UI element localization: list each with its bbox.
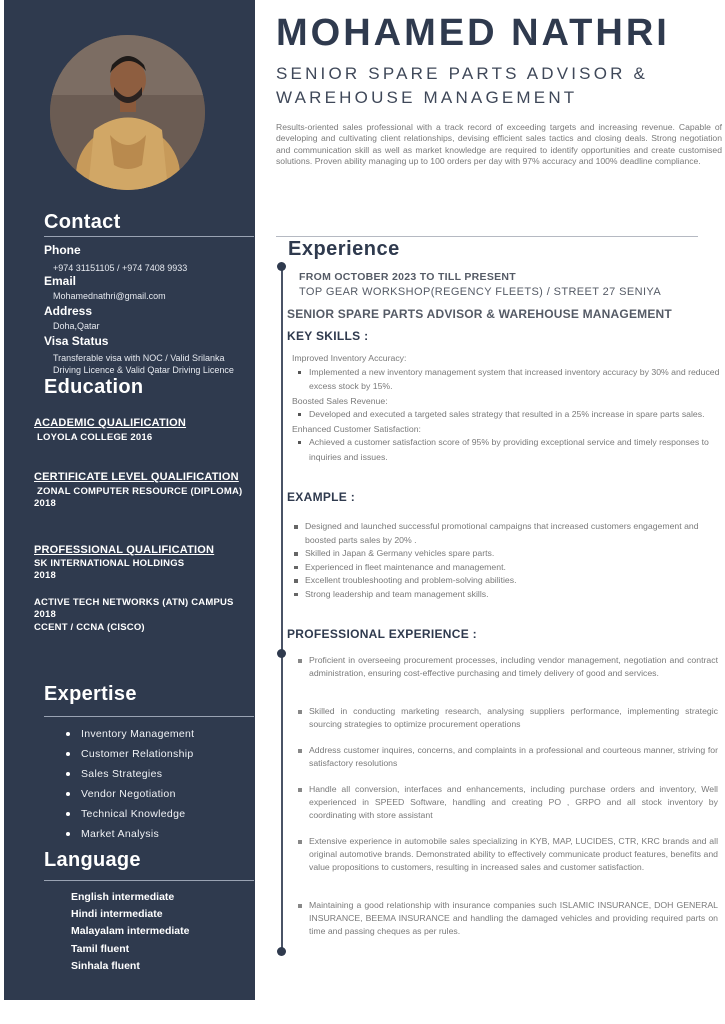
example-heading: EXAMPLE : xyxy=(287,490,356,504)
example-item: Excellent troubleshooting and problem-solving abilities. xyxy=(293,574,713,588)
language-item: English intermediate xyxy=(71,891,175,903)
expertise-item: Inventory Management xyxy=(64,724,194,744)
language-heading: Language xyxy=(44,849,141,871)
language-divider xyxy=(44,880,254,881)
skill-bullet: Developed and executed a targeted sales strategy that resulted in a 25% increase in spare parts sales. xyxy=(292,407,724,422)
email-label: Email xyxy=(44,274,77,288)
employment-period: FROM OCTOBER 2023 TO TILL PRESENT xyxy=(299,271,517,283)
edu-line: SK INTERNATIONAL HOLDINGS xyxy=(34,558,185,569)
example-list xyxy=(293,520,713,602)
timeline-dot xyxy=(277,262,286,271)
contact-heading: Contact xyxy=(44,211,121,233)
profile-photo-image xyxy=(50,35,205,190)
profile-summary: Results-oriented sales professional with a track record of exceeding targets and increasing revenue. Capable of developing and cultivating client relationships, devising efficient sales tactics and closing deals. Strong negotiation and communication skill as well as market knowledge are required to identify opportunities and create customised solutions. Proven ability managing up to 100 orders per day with 97% accuracy and 100% deadline compliance. xyxy=(276,122,722,166)
email-value: Mohamednathri@gmail.com xyxy=(53,291,166,301)
visa-line-2: Driving Licence & Valid Qatar Driving Licence xyxy=(53,365,234,375)
skill-category: Enhanced Customer Satisfaction: xyxy=(292,423,421,434)
expertise-item: Customer Relationship xyxy=(64,744,194,764)
language-item: Malayalam intermediate xyxy=(71,925,190,938)
skill-bullet: Implemented a new inventory management system that increased inventory accuracy by 30% and reduced excess stock by 15%. xyxy=(292,365,724,394)
expertise-list xyxy=(64,724,194,844)
example-item: Experienced in fleet maintenance and management. xyxy=(293,561,713,575)
pro-item: Maintaining a good relationship with insurance companies such ISLAMIC INSURANCE, DOH GENERAL INSURANCE, BEEMA INSURANCE and handling the damaged vehicles and providing required parts on time and passing cheques as per rules. xyxy=(297,899,718,938)
visa-label: Visa Status xyxy=(44,334,109,348)
company-name: TOP GEAR WORKSHOP(REGENCY FLEETS) / STREET 27 SENIYA xyxy=(299,286,662,298)
expertise-divider xyxy=(44,716,254,717)
language-item: Hindi intermediate xyxy=(71,908,163,921)
visa-line-1: Transferable visa with NOC / Valid Srilanka xyxy=(53,353,225,363)
key-skills-block xyxy=(292,353,724,466)
sidebar xyxy=(4,0,255,1000)
timeline-dot xyxy=(277,649,286,658)
example-item: Designed and launched successful promotional campaigns that increased customers engagement and boosted parts sales by 20% . xyxy=(293,520,713,547)
language-item: Tamil fluent xyxy=(71,942,130,955)
address-label: Address xyxy=(44,304,93,318)
education-heading: Education xyxy=(44,376,144,398)
edu-line: 2018 xyxy=(34,570,56,581)
expertise-heading: Expertise xyxy=(44,683,137,705)
candidate-name: MOHAMED NATHRI xyxy=(276,12,670,54)
pro-item: Address customer inquires, concerns, and complaints in a professional and courteous manner, striving for satisfactory resolutions xyxy=(297,744,718,770)
edu-line: 2018 xyxy=(34,609,56,620)
language-list xyxy=(71,889,189,975)
edu-line: LOYOLA COLLEGE 2016 xyxy=(37,432,153,443)
expertise-item: Technical Knowledge xyxy=(64,804,194,824)
pro-item: Extensive experience in automobile sales specializing in KYB, MAP, LUCIDES, CTR, KRC brands and all original automotive brands. Demonstrated ability to effectively communicate product features, benefits and value propositions to customers, resulting in increased sales and customer satisfaction. xyxy=(297,835,718,874)
job-title: SENIOR SPARE PARTS ADVISOR & WAREHOUSE MANAGEMENT xyxy=(276,64,649,107)
skill-category: Improved Inventory Accuracy: xyxy=(292,353,407,363)
expertise-item: Market Analysis xyxy=(64,824,194,844)
timeline-line xyxy=(281,266,283,951)
example-item: Skilled in Japan & Germany vehicles spare parts. xyxy=(293,547,713,561)
phone-label: Phone xyxy=(44,243,81,257)
edu-title: PROFESSIONAL QUALIFICATION xyxy=(34,544,215,556)
edu-title: CERTIFICATE LEVEL QUALIFICATION xyxy=(34,471,239,483)
timeline-dot xyxy=(277,947,286,956)
address-value: Doha,Qatar xyxy=(53,321,100,331)
expertise-item: Vendor Negotiation xyxy=(64,784,194,804)
edu-line: 2018 xyxy=(34,498,56,509)
edu-line: ZONAL COMPUTER RESOURCE (DIPLOMA) xyxy=(37,486,243,497)
professional-experience-heading: PROFESSIONAL EXPERIENCE : xyxy=(287,627,477,641)
experience-heading: Experience xyxy=(288,238,400,260)
edu-title: ACADEMIC QUALIFICATION xyxy=(34,417,187,429)
contact-divider xyxy=(44,236,254,237)
phone-value: +974 31151105 / +974 7408 9933 xyxy=(53,263,188,273)
profile-photo xyxy=(50,35,205,190)
language-item: Sinhala fluent xyxy=(71,959,140,972)
skill-category: Boosted Sales Revenue: xyxy=(292,395,388,406)
example-item: Strong leadership and team management skills. xyxy=(293,588,713,602)
edu-line: ACTIVE TECH NETWORKS (ATN) CAMPUS xyxy=(34,597,234,608)
experience-divider xyxy=(276,236,698,237)
key-skills-heading: KEY SKILLS : xyxy=(287,329,369,343)
skill-bullet: Achieved a customer satisfaction score of 95% by providing exceptional service and timely responses to inquiries and issues. xyxy=(292,435,724,464)
expertise-item: Sales Strategies xyxy=(64,764,194,784)
pro-item: Handle all conversion, interfaces and enhancements, including purchase orders and inventory, Well experienced in SPEED Software, handling and creating PO , GRPO and all stock inventory by coordinating with store assistant xyxy=(297,783,718,822)
role-title: SENIOR SPARE PARTS ADVISOR & WAREHOUSE MANAGEMENT xyxy=(287,307,672,321)
pro-item: Skilled in conducting marketing research, analysing suppliers performance, implementing strategic sourcing strategies to optimize procurement operations xyxy=(297,705,718,731)
pro-item: Proficient in overseeing procurement processes, including vendor management, negotiation and contract administration, ensuring cost-effective purchasing and timely delivery of good and services. xyxy=(297,654,718,680)
edu-line: CCENT / CCNA (CISCO) xyxy=(34,622,145,633)
